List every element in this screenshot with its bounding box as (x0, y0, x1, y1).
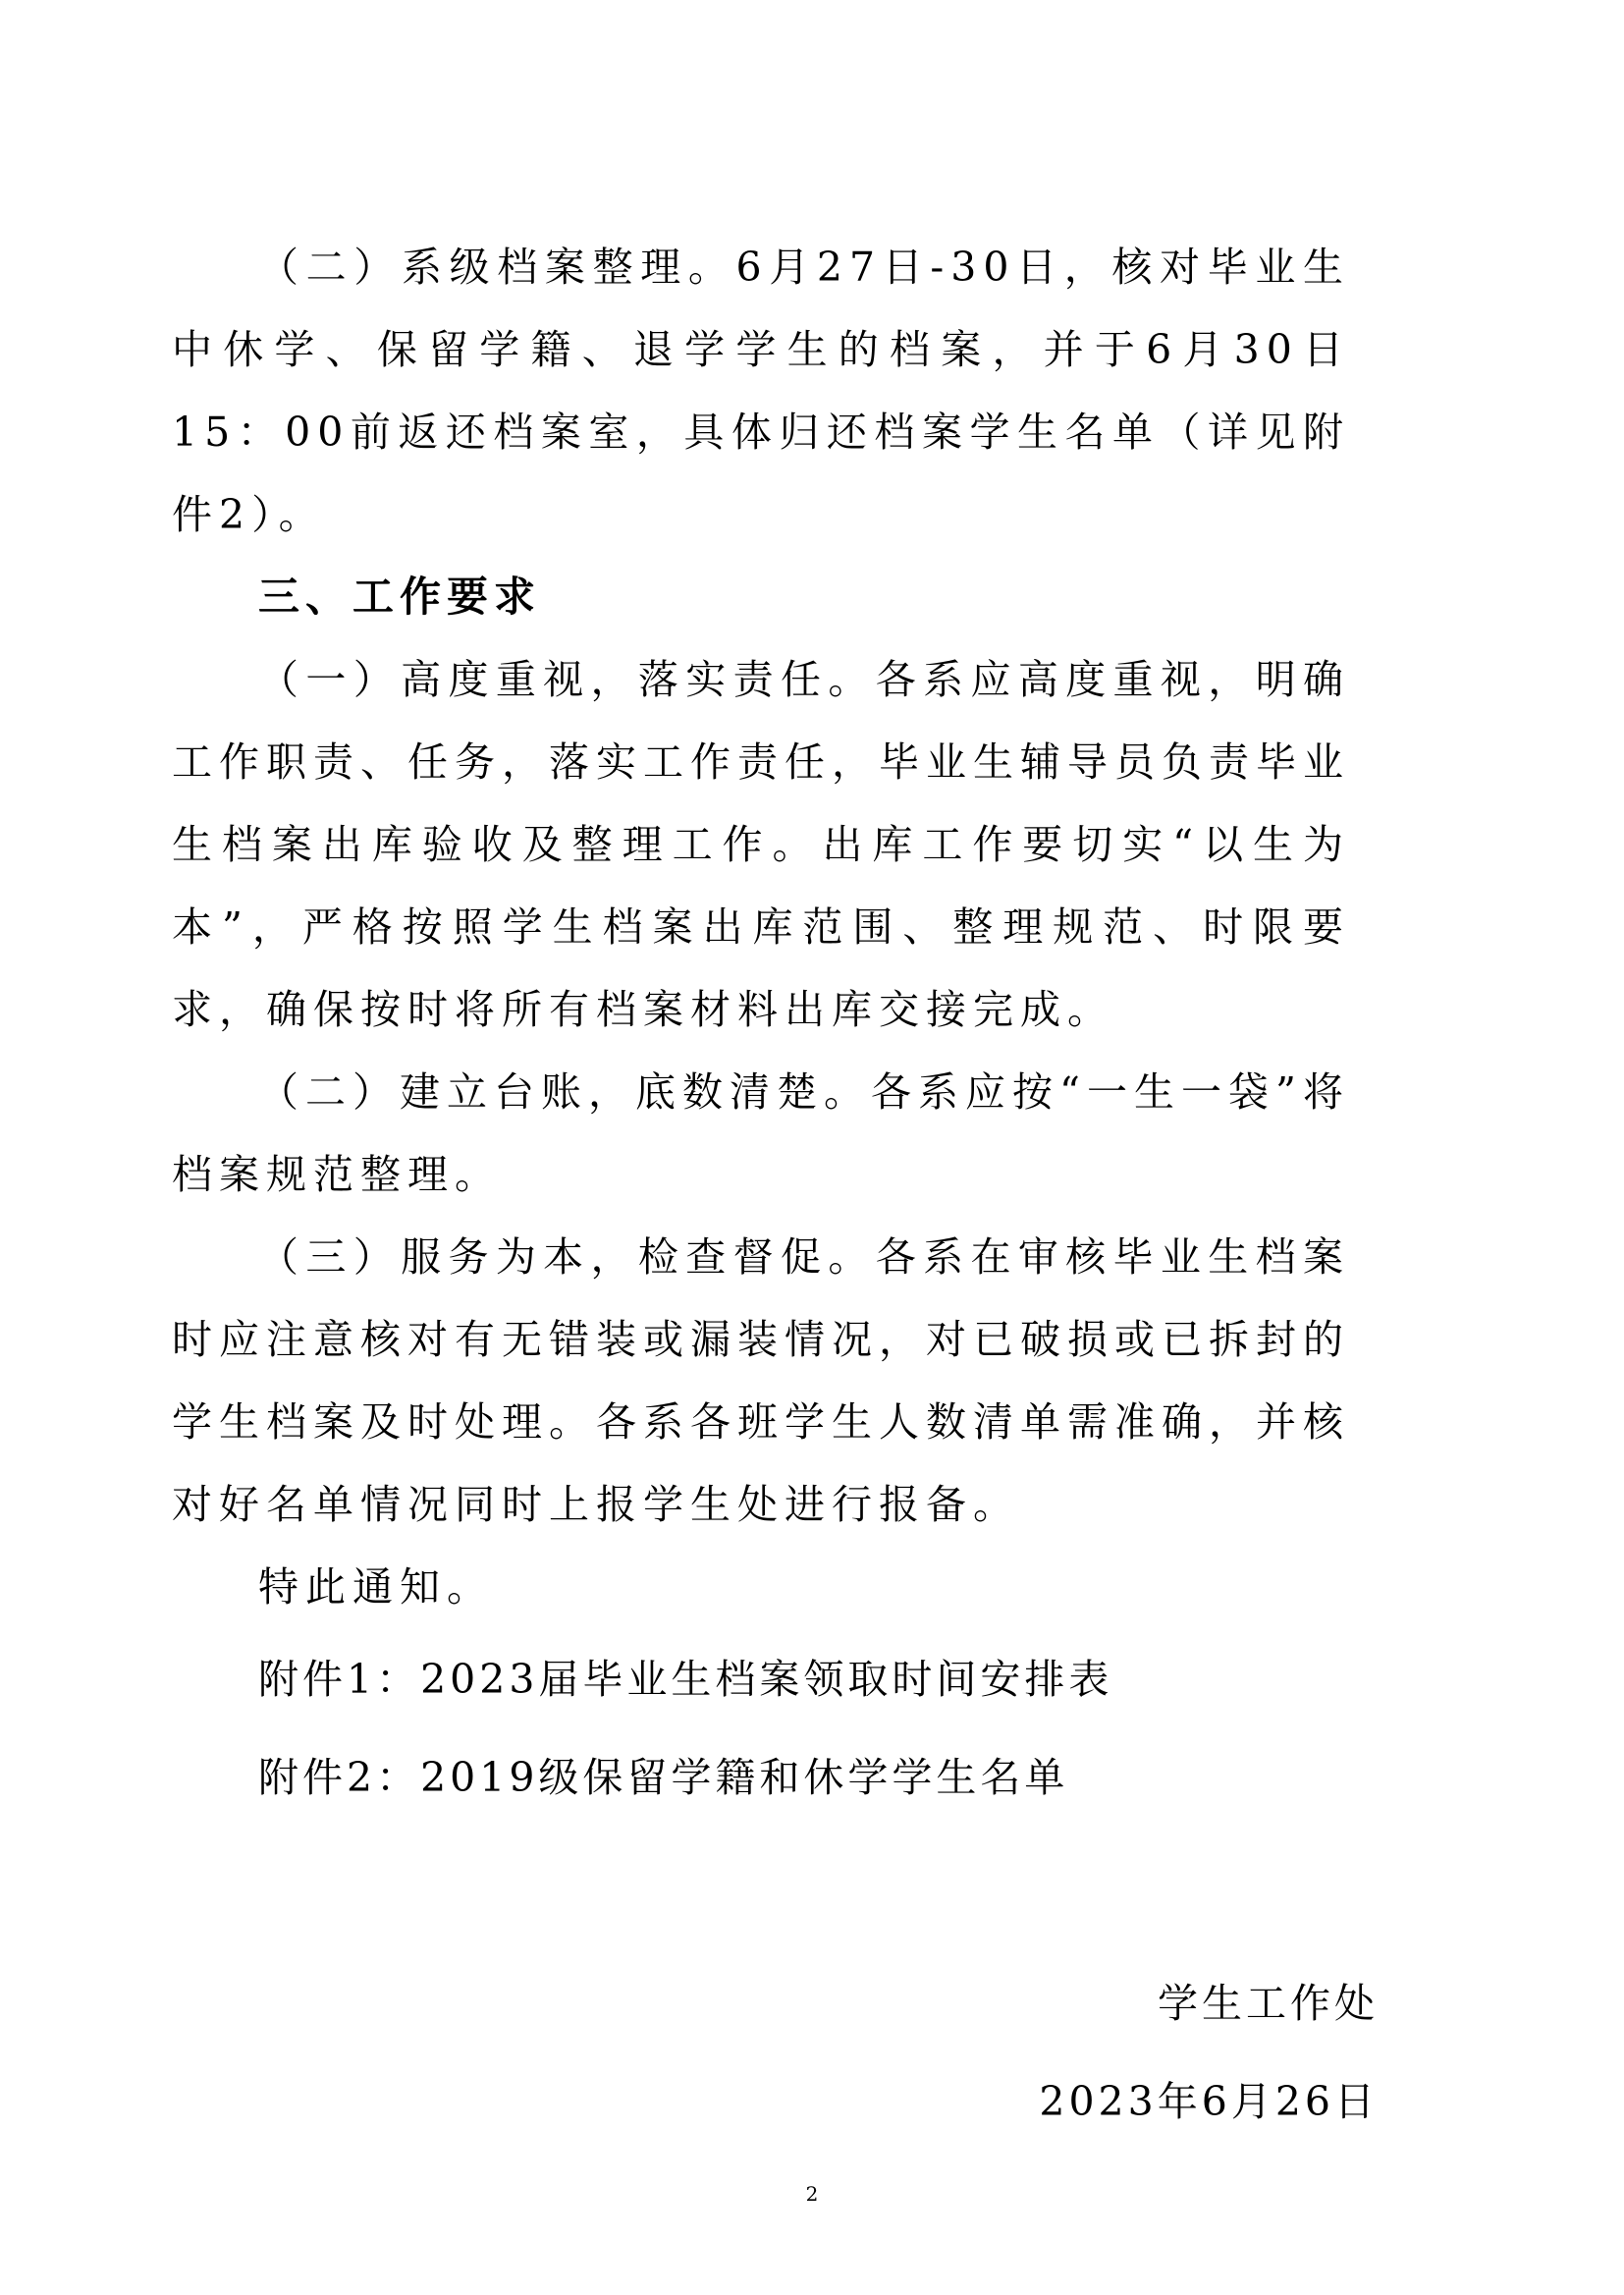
paragraph-responsibility: （一）高度重视，落实责任。各系应高度重视，明确工作职责、任务，落实工作责任，毕业生辅导员负责毕业生档案出库验收及整理工作。出库工作要切实“以生为本”，严格按照学生档案出库范围、整理规范、时限要求，确保按时将所有档案材料出库交接完成。 (172, 656, 1350, 1033)
signature-block (1039, 1954, 1379, 2151)
issue-date: 2023年6月26日 (1039, 2078, 1379, 2125)
attachments-list (258, 1630, 1112, 1827)
issuer-name: 学生工作处 (1158, 1980, 1379, 2027)
paragraph-archive-sorting: （二）系级档案整理。6月27日-30日，核对毕业生中休学、保留学籍、退学学生的档案，并于6月30日15：00前返还档案室，具体归还档案学生名单（详见附件2）。 (172, 244, 1350, 538)
paragraph-ledger: （二）建立台账，底数清楚。各系应按“一生一袋”将档案规范整理。 (172, 1068, 1350, 1198)
attachment-2: 附件2：2019级保留学籍和休学学生名单 (258, 1754, 1069, 1801)
paragraph-service: （三）服务为本，检查督促。各系在审核毕业生档案时应注意核对有无错装或漏装情况，对已破损或已拆封的学生档案及时处理。各系各班学生人数清单需准确，并核对好名单情况同时上报学生处进行报备。 (172, 1233, 1350, 1528)
closing-statement: 特此通知。 (258, 1563, 494, 1611)
attachment-1: 附件1：2023届毕业生档案领取时间安排表 (258, 1656, 1113, 1703)
document-body (172, 226, 1350, 1628)
section-heading-work-requirements: 三、工作要求 (258, 573, 542, 621)
page-number: 2 (805, 2182, 819, 2206)
